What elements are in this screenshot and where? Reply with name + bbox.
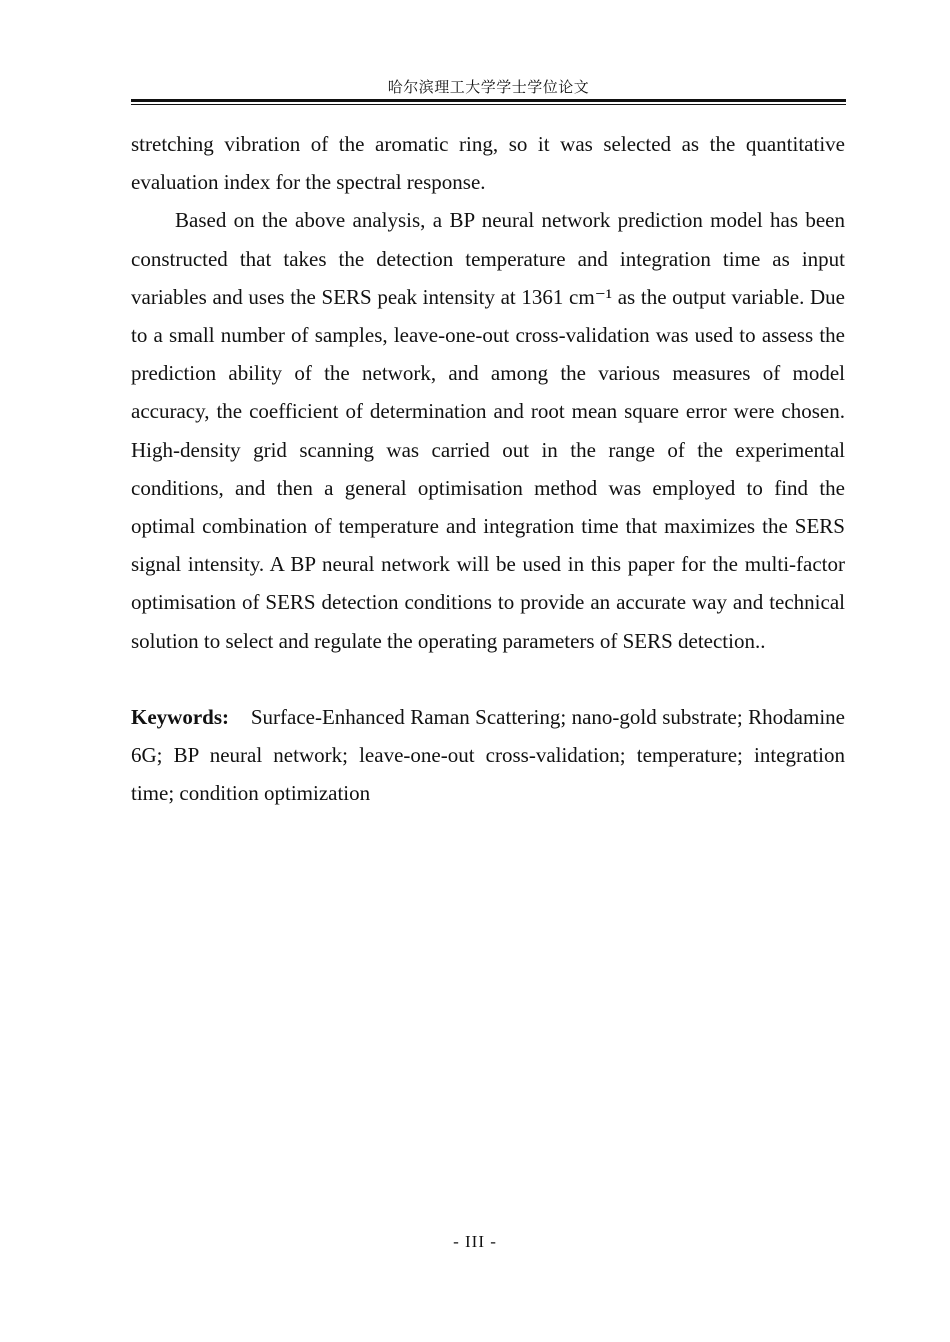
page-number: - III -: [453, 1232, 497, 1251]
paragraph-bp-model: Based on the above analysis, a BP neural network prediction model has been constructed that takes the detection temperature and integration time as input variables and uses the SERS peak intensity at 1361 cm⁻¹ as the output variable. Due to a small number of samples, leave-one-out cross-validation was used to assess the prediction ability of the network, and among the various measures of model accuracy, the coefficient of determination and root mean square error were chosen. High-density grid scanning was carried out in the range of the experimental conditions, and then a general optimisation method was employed to find the optimal combination of temperature and integration time that maximizes the SERS signal intensity. A BP neural network will be used in this paper for the multi-factor optimisation of SERS detection conditions to provide an accurate way and technical solution to select and regulate the operating parameters of SERS detection..: [131, 208, 845, 653]
header-rule-thin: [131, 104, 846, 105]
keywords-text: Surface-Enhanced Raman Scattering; nano-gold substrate; Rhodamine 6G; BP neural network; leave-one-out cross-validation; temperature; integration time; condition optimization: [131, 704, 845, 806]
body-text: [131, 125, 845, 812]
keywords-line: [131, 698, 845, 813]
paragraph-continued: stretching vibration of the aromatic ring, so it was selected as the quantitative evaluation index for the spectral response.: [131, 132, 845, 195]
header-rule-thick: [131, 99, 846, 102]
keywords-label: Keywords:: [131, 704, 229, 729]
page-header: 哈尔滨理工大学学士学位论文: [387, 80, 590, 96]
